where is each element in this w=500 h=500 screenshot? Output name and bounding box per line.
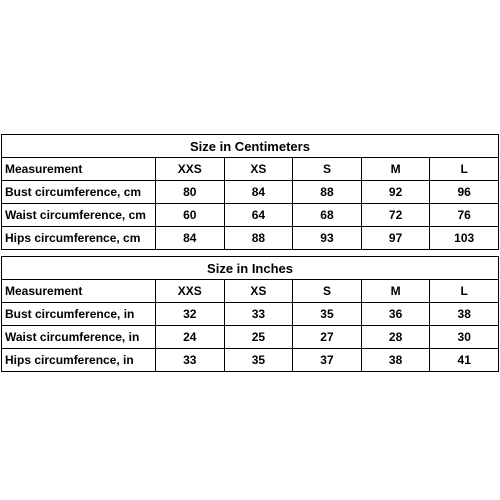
table-cell: 97 — [361, 227, 430, 250]
column-header: S — [293, 280, 362, 303]
column-header: Measurement — [2, 280, 156, 303]
table-header-row — [2, 280, 499, 303]
table-cell: 80 — [156, 181, 225, 204]
table-cell: 84 — [224, 181, 293, 204]
table-cell: 88 — [224, 227, 293, 250]
row-label: Hips circumference, cm — [2, 227, 156, 250]
table-cell: 27 — [293, 326, 362, 349]
size-table-centimeters — [1, 134, 499, 250]
row-label: Bust circumference, cm — [2, 181, 156, 204]
column-header: L — [430, 280, 499, 303]
column-header: M — [361, 280, 430, 303]
table-cell: 35 — [224, 349, 293, 372]
table-row — [2, 349, 499, 372]
table-cell: 64 — [224, 204, 293, 227]
table-cell: 36 — [361, 303, 430, 326]
column-header: Measurement — [2, 158, 156, 181]
table-cell: 96 — [430, 181, 499, 204]
column-header: M — [361, 158, 430, 181]
table-title: Size in Inches — [2, 257, 499, 280]
row-label: Waist circumference, in — [2, 326, 156, 349]
table-cell: 38 — [361, 349, 430, 372]
table-header-row — [2, 158, 499, 181]
table-row — [2, 227, 499, 250]
table-cell: 103 — [430, 227, 499, 250]
column-header: XS — [224, 280, 293, 303]
column-header: XXS — [156, 158, 225, 181]
row-label: Bust circumference, in — [2, 303, 156, 326]
row-label: Waist circumference, cm — [2, 204, 156, 227]
row-label: Hips circumference, in — [2, 349, 156, 372]
column-header: L — [430, 158, 499, 181]
table-cell: 33 — [156, 349, 225, 372]
table-cell: 25 — [224, 326, 293, 349]
table-title: Size in Centimeters — [2, 135, 499, 158]
table-row — [2, 204, 499, 227]
table-cell: 28 — [361, 326, 430, 349]
table-cell: 84 — [156, 227, 225, 250]
table-row — [2, 326, 499, 349]
table-cell: 92 — [361, 181, 430, 204]
table-cell: 60 — [156, 204, 225, 227]
table-title-row — [2, 257, 499, 280]
table-cell: 32 — [156, 303, 225, 326]
table-cell: 72 — [361, 204, 430, 227]
table-cell: 41 — [430, 349, 499, 372]
column-header: S — [293, 158, 362, 181]
column-header: XS — [224, 158, 293, 181]
column-header: XXS — [156, 280, 225, 303]
table-cell: 88 — [293, 181, 362, 204]
table-row — [2, 181, 499, 204]
table-cell: 24 — [156, 326, 225, 349]
table-cell: 33 — [224, 303, 293, 326]
table-title-row — [2, 135, 499, 158]
size-table-inches — [1, 256, 499, 372]
table-cell: 38 — [430, 303, 499, 326]
table-cell: 68 — [293, 204, 362, 227]
table-cell: 35 — [293, 303, 362, 326]
table-cell: 76 — [430, 204, 499, 227]
table-cell: 37 — [293, 349, 362, 372]
table-cell: 30 — [430, 326, 499, 349]
table-row — [2, 303, 499, 326]
table-cell: 93 — [293, 227, 362, 250]
